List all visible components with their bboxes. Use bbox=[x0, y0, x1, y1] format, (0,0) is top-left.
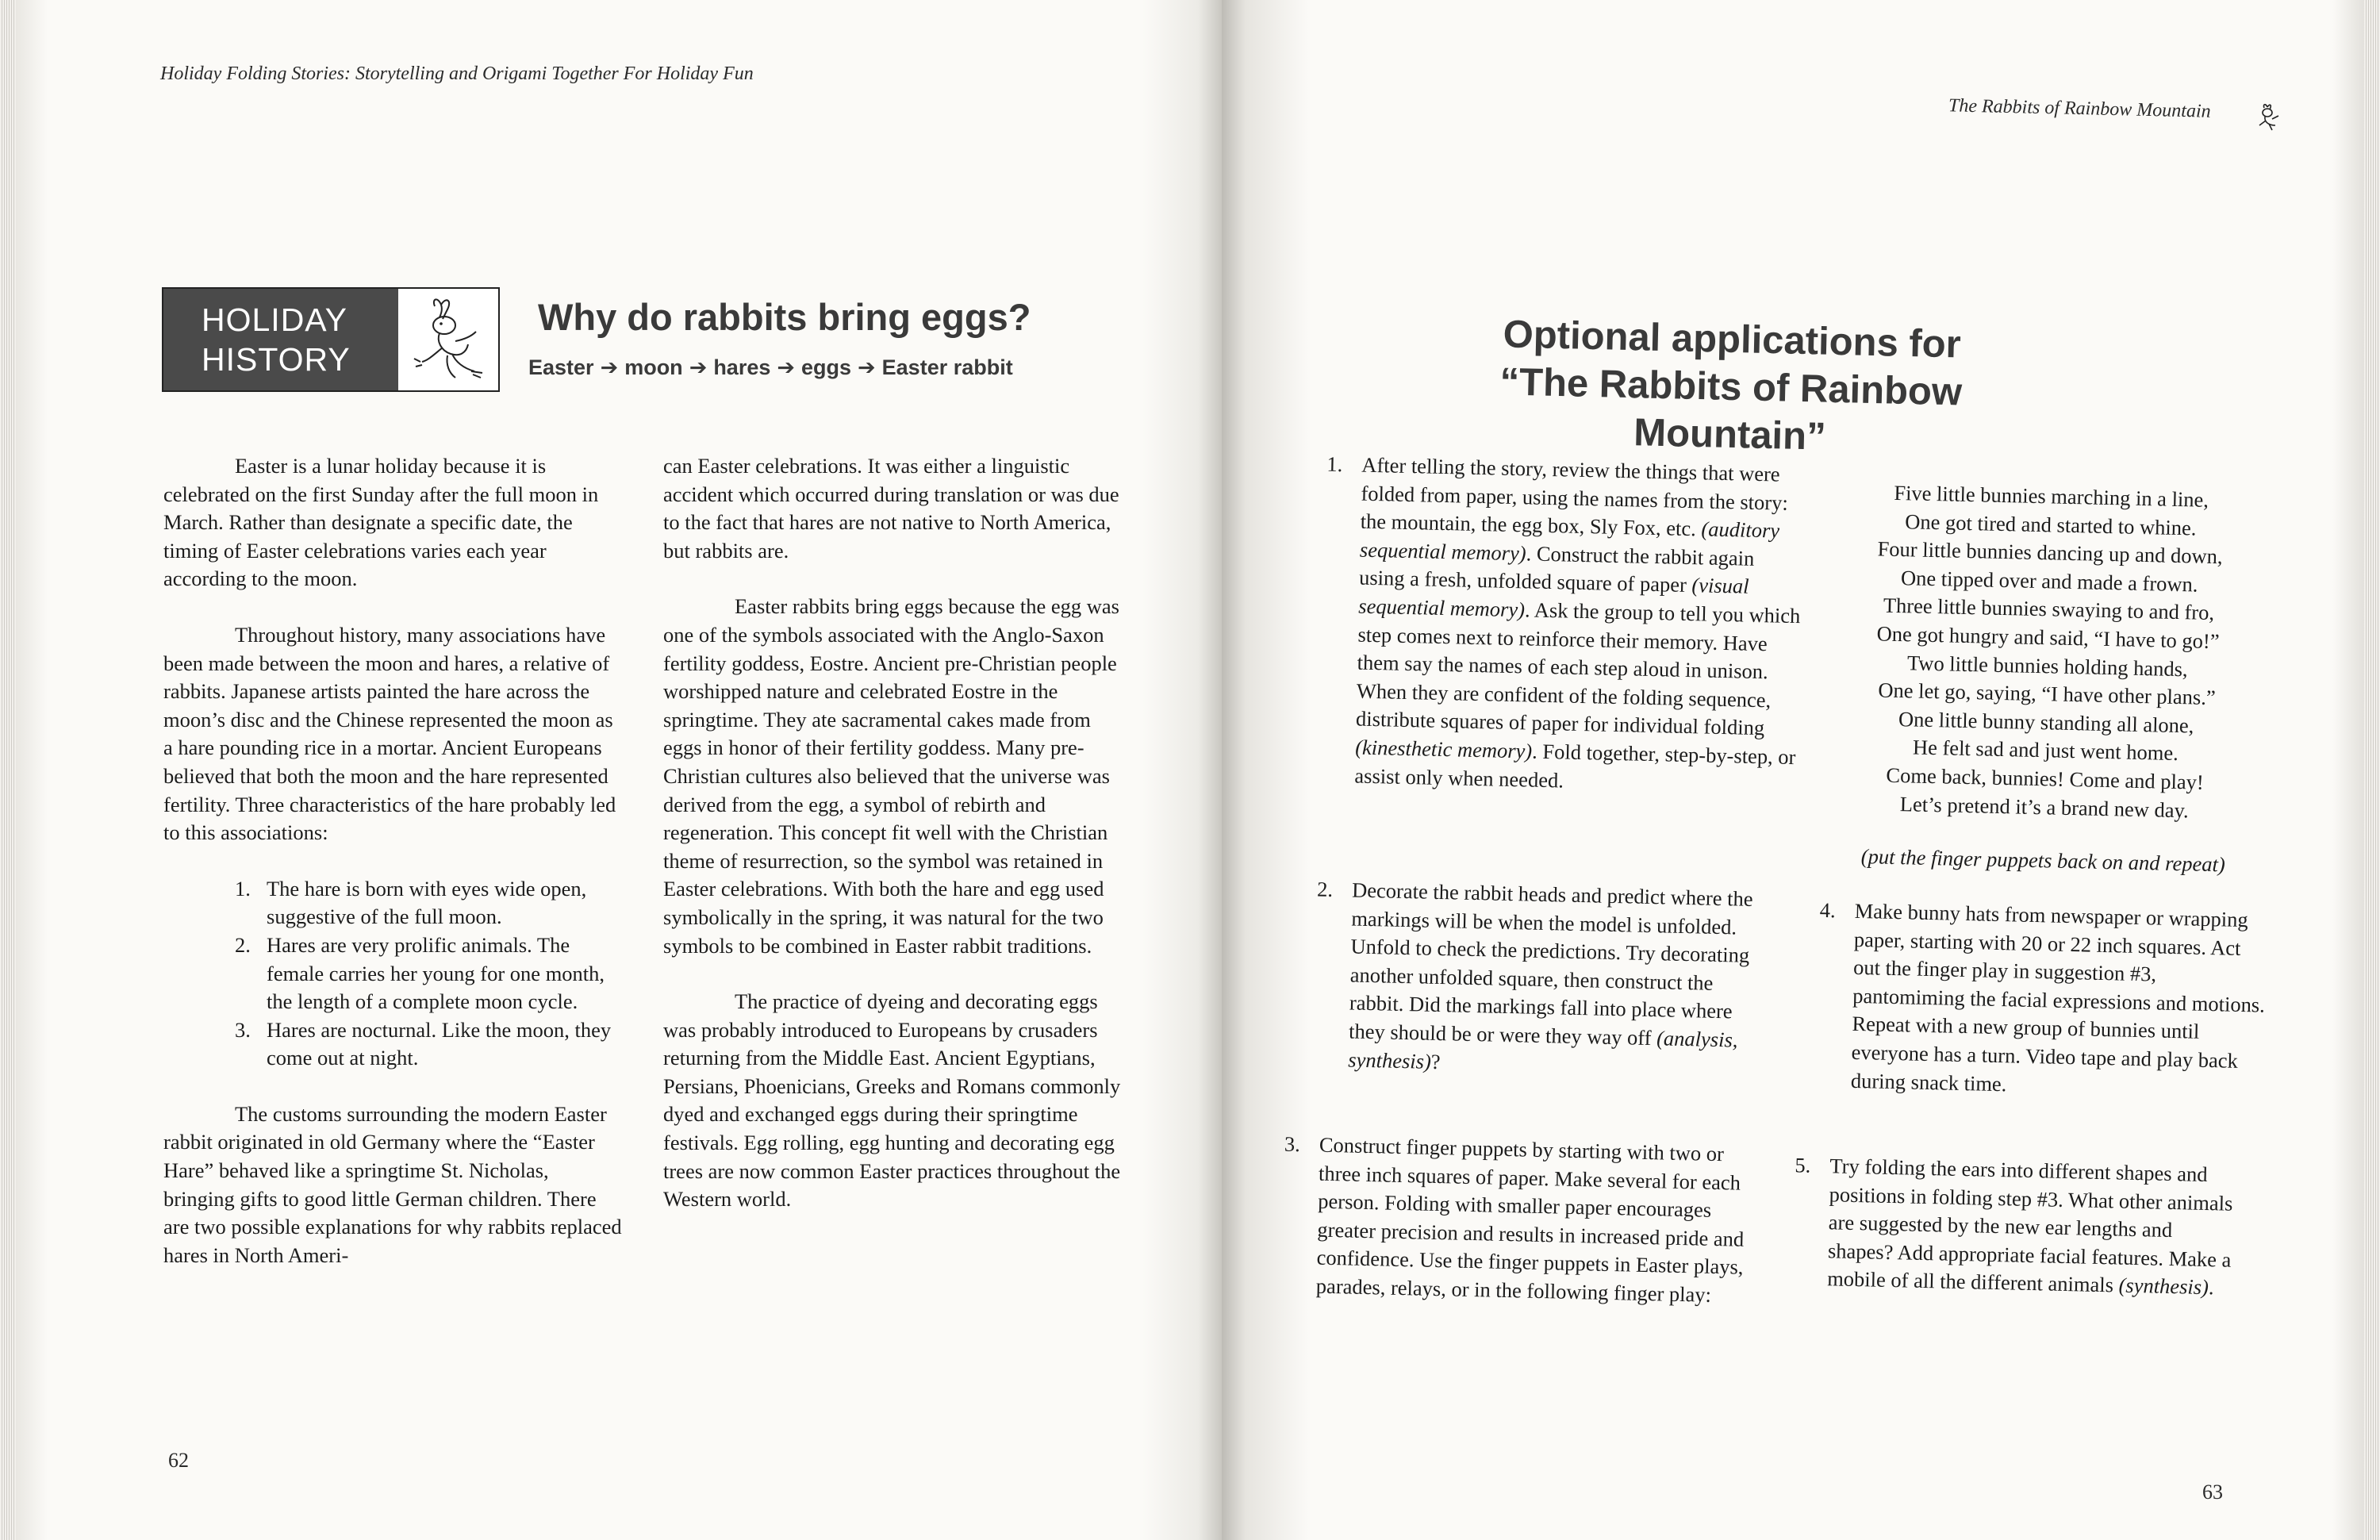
suggestion-4 bbox=[1819, 897, 2268, 1104]
skill-label: (analysis, synthesis) bbox=[1348, 1026, 1738, 1073]
list-number: 3. bbox=[235, 1017, 251, 1042]
paragraph: Easter rabbits bring eggs because the egg was one of the symbols associated with the Anglo-Saxon fertility goddess, Eostre. Ancient pre-Christian people worshipped nature and celebrated Eostre in the springtime. They ate sacramental cakes made from eggs in honor of their fertility goddess. Many pre-Christian cultures also believed that the universe was derived from the egg, a symbol of rebirth and regeneration. This concept fit well with the Christian theme of resurrection, so the symbol was retained in Easter celebrations. With both the hare and egg used symbolically in the spring, it was natural for the two symbols to be combined in Easter rabbit traditions. bbox=[663, 594, 1119, 958]
page-number-left: 62 bbox=[168, 1449, 189, 1472]
running-head-right: The Rabbits of Rainbow Mountain bbox=[1948, 95, 2211, 122]
chain-item: moon bbox=[624, 355, 683, 379]
paragraph: Easter is a lunar holiday because it is celebrated on the first Sunday after the full moon in March. Rather than designate a specific date, the timing of Easter celebrations varies each year according to the moon. bbox=[163, 454, 599, 591]
chain-item: hares bbox=[713, 355, 771, 379]
page-title: Why do rabbits bring eggs? bbox=[538, 296, 1031, 338]
skill-label: (visual sequential memory) bbox=[1358, 573, 1749, 622]
poem-line: Let’s pretend it’s a brand new day. bbox=[1899, 791, 2190, 822]
poem-line: Four little bunnies dancing up and down, bbox=[1877, 536, 2223, 569]
arrow-icon: ➔ bbox=[858, 355, 876, 379]
chain-item: eggs bbox=[801, 355, 852, 379]
page-number-right: 63 bbox=[2202, 1480, 2223, 1504]
chain-item: Easter bbox=[528, 355, 594, 379]
finger-play-poem bbox=[1805, 478, 2290, 881]
item-number: 1. bbox=[1326, 451, 1343, 477]
poem-line: One little bunny standing all alone, bbox=[1898, 706, 2194, 738]
running-head-left: Holiday Folding Stories: Storytelling and Origami Together For Holiday Fun bbox=[160, 63, 754, 84]
item-number: 2. bbox=[1316, 877, 1334, 901]
skill-label: (synthesis) bbox=[2118, 1273, 2209, 1300]
left-column-2 bbox=[663, 452, 1131, 1242]
list-item bbox=[235, 1016, 624, 1073]
section-title-line-1: Optional applications for bbox=[1503, 313, 1962, 367]
poem-line: Two little bunnies holding hands, bbox=[1906, 650, 2188, 681]
list-item bbox=[235, 875, 624, 931]
poem-line: One let go, saying, “I have other plans.” bbox=[1878, 678, 2217, 710]
list-item bbox=[235, 931, 624, 1016]
arrow-icon: ➔ bbox=[600, 355, 619, 379]
chain-item: Easter rabbit bbox=[881, 355, 1013, 379]
item-text: . Construct the rabbit again using a fresh, unfolded square of paper bbox=[1358, 541, 1755, 597]
skill-label: (auditory sequential memory) bbox=[1359, 517, 1780, 566]
paragraph: The customs surrounding the modern Easter rabbit originated in old Germany where the “Easter Hare” behaved like a springtime St. Nicholas, bringing gifts to good little German children. There are two possible explanations for why rabbits replaced hares in North Ameri- bbox=[163, 1101, 622, 1267]
rabbit-icon bbox=[408, 295, 492, 384]
poem-line: Three little bunnies swaying to and fro, bbox=[1883, 593, 2215, 625]
section-title-line-2: “The Rabbits of Rainbow Mountain” bbox=[1499, 360, 1963, 459]
arrow-icon: ➔ bbox=[777, 355, 795, 379]
left-column-1 bbox=[163, 452, 624, 1297]
poem-line: Five little bunnies marching in a line, bbox=[1894, 480, 2209, 512]
suggestion-1 bbox=[1326, 451, 1806, 801]
page-edge-right bbox=[2364, 0, 2380, 1540]
list-number: 1. bbox=[235, 876, 251, 901]
page-edge-left bbox=[0, 0, 16, 1540]
badge-line-1: HOLIDAY bbox=[202, 301, 347, 338]
list-text: The hare is born with eyes wide open, suggestive of the full moon. bbox=[267, 876, 587, 929]
paragraph: can Easter celebrations. It was either a linguistic accident which occurred during translation or was due to the fact that hares are not native to North America, but rabbits are. bbox=[663, 454, 1119, 563]
item-text: ? bbox=[1430, 1049, 1441, 1073]
suggestion-3 bbox=[1284, 1131, 1756, 1311]
paragraph: Throughout history, many associations have been made between the moon and hares, a relative of rabbits. Japanese artists painted the hare across the moon’s disc and the Chinese represented the moon as a hare pounding rice in a mortar. Ancient Europeans believed that both the moon and the hare represented fertility. Three characteristics of the hare probably led to this associations: bbox=[163, 622, 616, 845]
paragraph: The practice of dyeing and decorating eggs was probably introduced to Europeans by crusaders returning from the Middle East. Ancient Egyptians, Persians, Phoenicians, Greeks and Romans commonly dyed and exchanged eggs during their springtime festivals. Egg rolling, egg hunting and decorating egg trees are now common Easter practices throughout the Western world. bbox=[663, 989, 1121, 1212]
list-text: Hares are very prolific animals. The female carries her young for one month, the length of a complete moon cycle. bbox=[267, 932, 605, 1014]
poem-line: Come back, bunnies! Come and play! bbox=[1886, 762, 2205, 794]
right-page bbox=[1222, 0, 2364, 1540]
item-text: . Fold together, step-by-step, or assist only when needed. bbox=[1354, 739, 1796, 793]
suggestion-2 bbox=[1316, 877, 1765, 1084]
item-text: After telling the story, review the things that were folded from paper, using the names from the story: the mountain, the egg box, Sly Fox, etc. bbox=[1360, 452, 1789, 541]
keyword-chain bbox=[528, 355, 1013, 380]
list-text: Hares are nocturnal. Like the moon, they come out at night. bbox=[267, 1017, 612, 1070]
poem-line: One got hungry and said, “I have to go!” bbox=[1876, 621, 2220, 654]
item-text: Try folding the ears into different shapes and positions in folding step #3. What other animals are suggested by the new ear lengths and shapes? Add appropriate facial features. Make a mobile of all the different animals bbox=[1826, 1154, 2233, 1297]
arrow-icon: ➔ bbox=[689, 355, 708, 379]
item-text: . Ask the group to tell you which step comes next to reinforce their memory. Have them say the names of each step aloud in unison. When they are confident of the folding sequence, distribute squares of paper for individual folding bbox=[1355, 597, 1801, 740]
left-page bbox=[16, 0, 1222, 1540]
item-text: Construct finger puppets by starting with two or three inch squares of paper. Make several for each person. Folding with smaller paper encourages greater precision and results in increased pride and confidence. Use the finger puppets in Easter plays, parades, relays, or in the following finger play: bbox=[1315, 1132, 1745, 1307]
item-number: 5. bbox=[1795, 1153, 1811, 1177]
item-text: Decorate the rabbit heads and predict where the markings will be when the model is unfolded. Unfold to check the predictions. Try decorating another unfolded square, then construct the rabbit. Did the markings fall into place where they should be or were they way off bbox=[1348, 878, 1753, 1050]
skill-label: (kinesthetic memory) bbox=[1354, 735, 1533, 763]
item-text: Make bunny hats from newspaper or wrapping paper, starting with 20 or 22 inch squares. Act out the finger play in suggestion #3, pantomiming the facial expressions and motions. Repeat with a new group of bunnies until everyone has a turn. Video tape and play back during snack time. bbox=[1850, 898, 2266, 1096]
poem-line: One tipped over and made a frown. bbox=[1900, 565, 2198, 597]
badge-line-2: HISTORY bbox=[202, 341, 351, 378]
suggestion-5 bbox=[1795, 1152, 2243, 1303]
holiday-history-badge bbox=[162, 287, 500, 392]
poem-line: One got tired and started to whine. bbox=[1904, 509, 2197, 540]
hare-characteristics-list bbox=[163, 875, 624, 1073]
list-number: 2. bbox=[235, 932, 251, 957]
item-number: 3. bbox=[1284, 1131, 1301, 1157]
poem-line: He felt sad and just went home. bbox=[1912, 735, 2179, 766]
item-text: . bbox=[2208, 1275, 2214, 1300]
poem-note: (put the finger puppets back on and repeat) bbox=[1860, 844, 2226, 877]
right-body bbox=[1222, 0, 2364, 1540]
badge-label bbox=[163, 289, 398, 390]
item-number: 4. bbox=[1819, 897, 1837, 923]
